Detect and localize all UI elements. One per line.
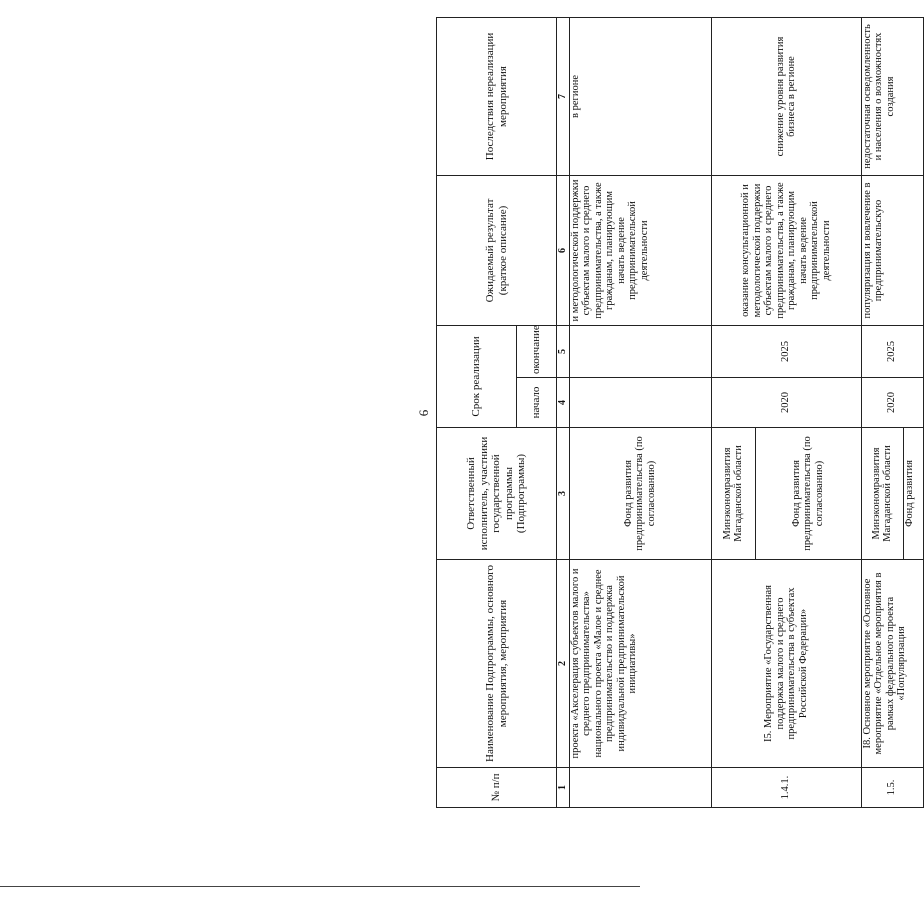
- row-start: [569, 378, 711, 428]
- page-bottom-rule: [0, 886, 640, 887]
- row-consequence: снижение уровня развития бизнеса в регионе: [711, 17, 861, 175]
- row-executor-secondary: Фонд развития предпринимательства (по согласованию): [755, 428, 861, 560]
- column-number: 5: [557, 325, 570, 377]
- header-result: Ожидаемый результат (краткое описание): [437, 175, 557, 325]
- row-executor: Минэкономразвития Магаданской области: [861, 428, 903, 560]
- row-number: [569, 768, 711, 808]
- page-number: 6: [416, 409, 431, 417]
- header-end: окончание: [517, 325, 557, 377]
- header-executor: Ответственный исполнитель, участники государственной программы (Подпрограммы): [437, 428, 557, 560]
- table-row: [711, 17, 755, 807]
- row-consequence: в регионе: [569, 17, 711, 175]
- header-row: [437, 17, 517, 807]
- row-end: [569, 325, 711, 377]
- row-number: 1.4.1.: [711, 768, 861, 808]
- row-executor-secondary: Фонд развития: [903, 428, 923, 560]
- column-number: 6: [557, 175, 570, 325]
- table-row: [861, 17, 903, 807]
- table-row: [569, 17, 711, 807]
- header-name: Наименование Подпрограммы, основного мероприятия, мероприятия: [437, 560, 557, 768]
- column-number: 2: [557, 560, 570, 768]
- row-name: I5. Мероприятие «Государственная поддержка малого и среднего предпринимательства в субъектах Российской Федерации»: [711, 560, 861, 768]
- row-number: 1.5.: [861, 768, 923, 808]
- header-consequence: Последствия нереализации мероприятия: [437, 17, 557, 175]
- row-end: 2025: [711, 325, 861, 377]
- row-consequence: недостаточная осведомленность и населения о возможностях создания: [861, 17, 923, 175]
- column-number: 3: [557, 428, 570, 560]
- row-name: проекта «Акселерация субъектов малого и среднего предпринимательства» национального проекта «Малое и среднее предпринимательство и поддержка индивидуальной предпринимательской инициативы»: [569, 560, 711, 768]
- row-end: 2025: [861, 325, 923, 377]
- rotated-page: [24, 18, 915, 808]
- column-numbers-row: [557, 17, 570, 807]
- header-start: начало: [517, 378, 557, 428]
- row-name: I8. Основное мероприятие «Основное мероприятие «Отдельное мероприятия в рамках федерального проекта «Популяризация: [861, 560, 923, 768]
- row-result: оказание консультационной и методологической поддержки субъектам малого и среднего предпринимательства, а также гражданам, планирующим начать ведение предпринимательской деятельности: [711, 175, 861, 325]
- row-executor: Фонд развития предпринимательства (по согласованию): [569, 428, 711, 560]
- row-result: популяризация и вовлечение в предпринимательскую: [861, 175, 923, 325]
- activities-table: [436, 17, 924, 808]
- header-number: № п/п: [437, 768, 557, 808]
- column-number: 7: [557, 17, 570, 175]
- row-result: и методологической поддержки субъектам малого и среднего предпринимательства, а также гражданам, планирующим начать ведение предпринимательской деятельности: [569, 175, 711, 325]
- row-executor: Минэкономразвития Магаданской области: [711, 428, 755, 560]
- row-start: 2020: [711, 378, 861, 428]
- column-number: 4: [557, 378, 570, 428]
- column-number: 1: [557, 768, 570, 808]
- row-start: 2020: [861, 378, 923, 428]
- header-period: Срок реализации: [437, 325, 517, 427]
